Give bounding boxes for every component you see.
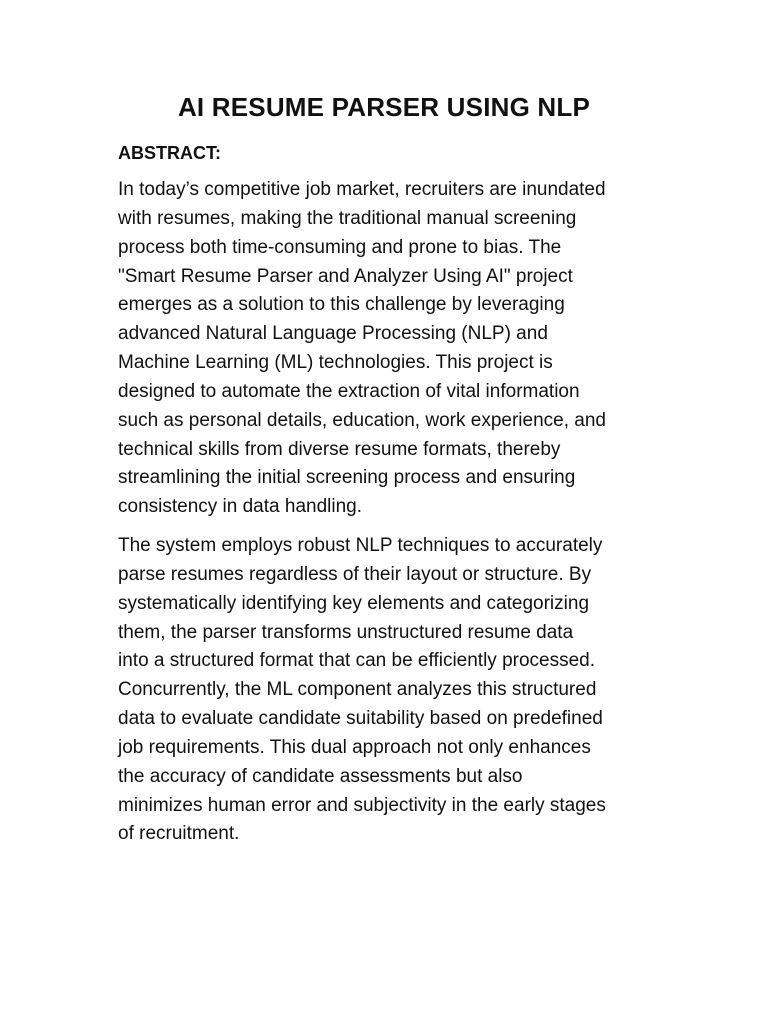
paragraph-line: parse resumes regardless of their layout or structure. By <box>118 563 592 585</box>
paragraph-line: designed to automate the extraction of vital information <box>118 380 580 402</box>
abstract-paragraph-1 <box>118 176 658 522</box>
paragraph-line: consistency in data handling. <box>118 496 362 518</box>
paragraph-line: "Smart Resume Parser and Analyzer Using AI" project <box>118 265 573 287</box>
abstract-heading: ABSTRACT: <box>118 143 221 163</box>
paragraph-line: process both time-consuming and prone to bias. The <box>118 236 562 258</box>
paragraph-line: with resumes, making the traditional manual screening <box>118 207 577 229</box>
paragraph-line: job requirements. This dual approach not only enhances <box>118 736 591 758</box>
paragraph-line: streamlining the initial screening process and ensuring <box>118 467 576 489</box>
paragraph-line: data to evaluate candidate suitability based on predefined <box>118 708 603 730</box>
paragraph-line: Concurrently, the ML component analyzes this structured <box>118 679 597 701</box>
paragraph-line: Machine Learning (ML) technologies. This project is <box>118 352 553 374</box>
paragraph-line: The system employs robust NLP techniques to accurately <box>118 535 603 556</box>
document-title: AI RESUME PARSER USING NLP <box>177 92 591 122</box>
paragraph-line: the accuracy of candidate assessments but also <box>118 765 523 787</box>
paragraph-line: systematically identifying key elements and categorizing <box>118 592 590 614</box>
paragraph-line: of recruitment. <box>118 823 240 845</box>
paragraph-line: emerges as a solution to this challenge by leveraging <box>118 294 565 316</box>
paragraph-line: In today’s competitive job market, recruiters are inundated <box>118 179 606 200</box>
paragraph-line: technical skills from diverse resume formats, thereby <box>118 438 561 460</box>
abstract-paragraph-2 <box>118 532 658 849</box>
paragraph-line: them, the parser transforms unstructured resume data <box>118 621 574 643</box>
paragraph-line: minimizes human error and subjectivity in the early stages <box>118 794 606 816</box>
paragraph-line: such as personal details, education, work experience, and <box>118 409 606 431</box>
paragraph-line: into a structured format that can be efficiently processed. <box>118 650 596 672</box>
paragraph-line: advanced Natural Language Processing (NLP) and <box>118 323 548 345</box>
